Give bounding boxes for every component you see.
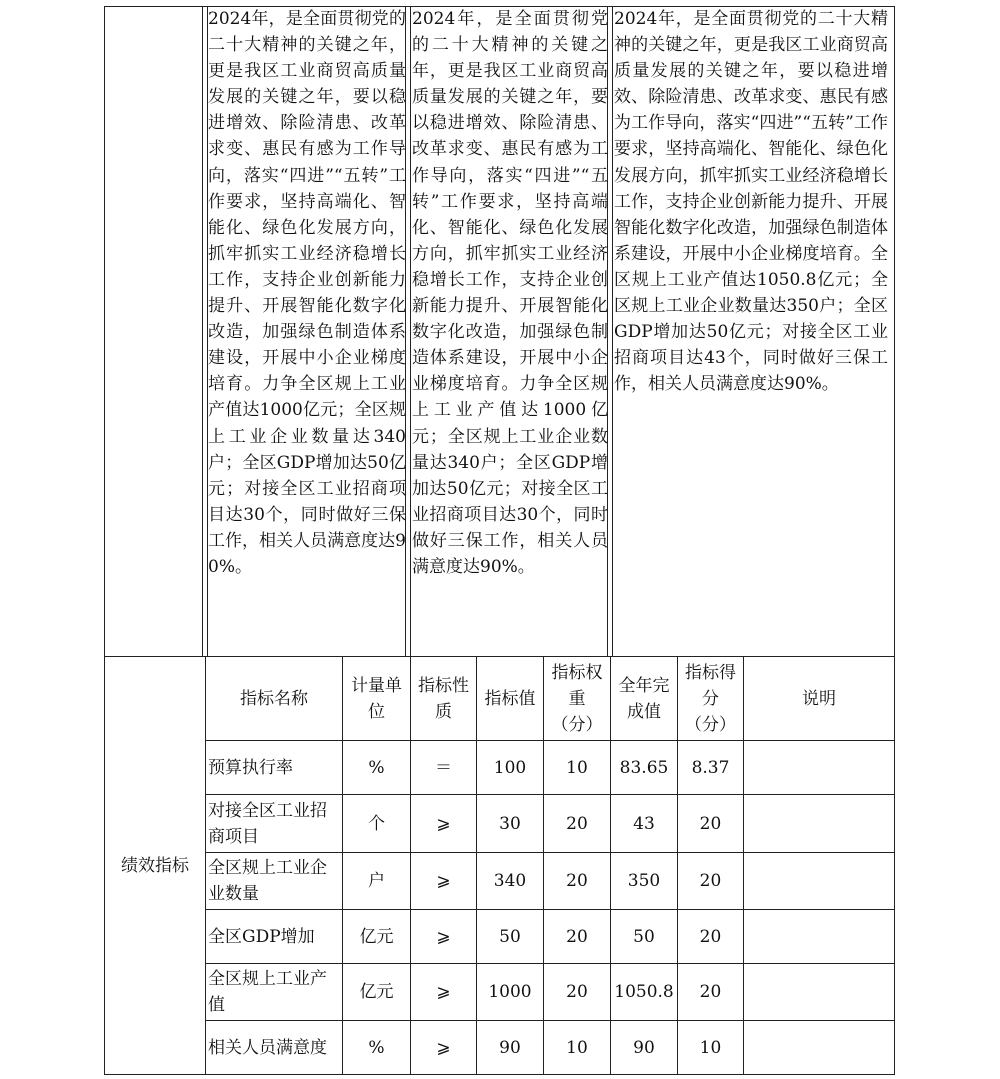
row-3-actual: 50 xyxy=(633,926,655,947)
row-5-actual: 90 xyxy=(633,1037,655,1058)
row-2-weight: 20 xyxy=(566,871,588,891)
row-1-score: 20 xyxy=(699,813,722,834)
row-5-score: 10 xyxy=(699,1037,722,1058)
row-2-actual: 350 xyxy=(627,871,661,891)
row-0-nature: ＝ xyxy=(435,757,452,778)
row-4-weight: 20 xyxy=(566,982,588,1002)
row-3-nature: ⩾ xyxy=(436,926,451,947)
row-3-name: 全区GDP增加 xyxy=(208,926,315,947)
row-1-name: 对接全区工业招 商项目 xyxy=(208,800,327,847)
goal-text-col2: 2024年，是全面贯彻党的二十大精神的关键之年，更是我区工业商贸高质量发展的关键之年，要以稳进增效、除险清患、改革求变、惠民有感为工作导向，落实“四进”“五转”工作要求，坚持高端化、智能化、绿色化发展方向，抓牢抓实工业经济稳增长工作，支持企业创新能力提升、开展智能化数字化改造，加强绿色制造体系建设，开展中小企业梯度培育。力争全区规上工业产值达1000亿元；全区规上工业企业数量达340户；全区GDP增加达50亿元；对接全区工业招商项目达30个，同时做好三保工作，相关人员满意度达90%。 xyxy=(412,9,608,577)
row-4-value: 1000 xyxy=(488,982,532,1002)
row-0-score: 8.37 xyxy=(691,757,730,778)
row-4-nature: ⩾ xyxy=(436,982,451,1002)
header-unit: 计量单 位 xyxy=(351,675,402,722)
row-3-score: 20 xyxy=(699,926,722,947)
row-2-score: 20 xyxy=(699,871,722,891)
row-4-name: 全区规上工业产 值 xyxy=(208,969,327,1015)
row-2-nature: ⩾ xyxy=(436,871,451,891)
row-0-note xyxy=(744,741,894,794)
row-4-unit: 亿元 xyxy=(359,982,394,1002)
row-0-weight: 10 xyxy=(566,757,588,778)
row-1-unit: 个 xyxy=(368,813,385,834)
row-0-name: 预算执行率 xyxy=(208,757,293,778)
header-value: 指标值 xyxy=(484,688,536,709)
row-1-nature: ⩾ xyxy=(436,813,451,834)
row-3-weight: 20 xyxy=(566,926,588,947)
row-2-value: 340 xyxy=(493,871,527,891)
header-actual: 全年完 成值 xyxy=(618,675,670,722)
row-5-nature: ⩾ xyxy=(436,1037,451,1058)
row-5-unit: % xyxy=(368,1037,385,1058)
row-5-name: 相关人员满意度 xyxy=(208,1037,327,1058)
row-4-note xyxy=(744,964,894,1020)
header-score: 指标得 分 （分） xyxy=(685,662,736,735)
goal-text-col3: 2024年，是全面贯彻党的二十大精神的关键之年，更是我区工业商贸高质量发展的关键之年，要以稳进增效、除险清患、改革求变、惠民有感为工作导向，落实“四进”“五转”工作要求，坚持高端化、智能化、绿色化发展方向，抓牢抓实工业经济稳增长工作，支持企业创新能力提升、开展智能化数字化改造，加强绿色制造体系建设，开展中小企业梯度培育。全区规上工业产值达1050.8亿元；全区规上工业企业数量达350户；全区GDP增加达50亿元；对接全区工业招商项目达43个，同时做好三保工作，相关人员满意度达90%。 xyxy=(614,9,888,395)
row-3-value: 50 xyxy=(499,926,521,947)
row-1-note xyxy=(744,795,894,852)
row-0-actual: 83.65 xyxy=(619,757,669,778)
row-0-value: 100 xyxy=(493,757,527,778)
row-2-unit: 户 xyxy=(368,871,385,891)
row-5-note xyxy=(744,1021,894,1074)
section-label: 绩效指标 xyxy=(121,855,189,876)
row-1-value: 30 xyxy=(499,813,521,834)
row-2-note xyxy=(744,853,894,909)
row-1-weight: 20 xyxy=(566,813,588,834)
row-0-unit: % xyxy=(368,757,385,778)
row-1-actual: 43 xyxy=(633,813,655,834)
row-2-name: 全区规上工业企 业数量 xyxy=(208,858,327,904)
row-5-weight: 10 xyxy=(566,1037,588,1058)
header-name: 指标名称 xyxy=(240,688,308,709)
header-nature: 指标性 质 xyxy=(418,675,469,722)
row-4-score: 20 xyxy=(699,982,722,1002)
row-5-value: 90 xyxy=(499,1037,521,1058)
header-weight: 指标权 重 （分） xyxy=(551,662,603,735)
goal-text-col1: 2024年，是全面贯彻党的二十大精神的关键之年，更是我区工业商贸高质量发展的关键之年，要以稳进增效、除险清患、改革求变、惠民有感为工作导向，落实“四进”“五转”工作要求，坚持高端化、智能化、绿色化发展方向，抓牢抓实工业经济稳增长工作，支持企业创新能力提升、开展智能化数字化改造，加强绿色制造体系建设，开展中小企业梯度培育。力争全区规上工业产值达1000亿元；全区规上工业企业数量达340户；全区GDP增加达50亿元；对接全区工业招商项目达30个，同时做好三保工作，相关人员满意度达90%。 xyxy=(208,9,406,577)
row-3-note xyxy=(744,910,894,963)
header-note: 说明 xyxy=(802,688,836,709)
row-3-unit: 亿元 xyxy=(359,926,394,947)
row-4-actual: 1050.8 xyxy=(614,982,674,1002)
